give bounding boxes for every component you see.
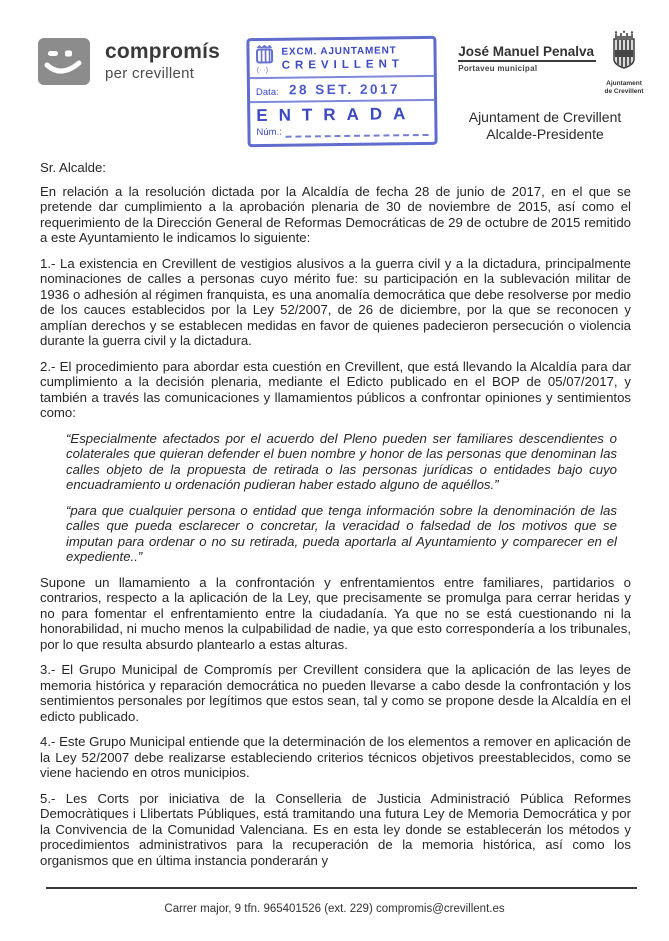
- point-2-paragraph: 2.- El procedimiento para abordar esta cuestión en Crevillent, que está llevando la Alcaldía para dar cumplimiento a la decisión plenaria, mediante el Edicto publicado en el BOP de 05/07/2017, y también a través las comunicaciones y llamamientos públicos a confrontar opiniones y sentimientos como:: [40, 358, 631, 420]
- stamp-org: [281, 45, 403, 71]
- stamp-header: [249, 39, 433, 77]
- addressee-block: [457, 109, 647, 144]
- addressee-line1: Ajuntament de Crevillent: [468, 108, 622, 125]
- compromis-logo: [38, 38, 220, 85]
- stamp-entrada-label: ENTRADA: [256, 104, 417, 126]
- logo-text: [105, 41, 220, 81]
- commentary-paragraph: Supone un llamamiento a la confrontación y enfrentamientos entre familiares, partidarios o contrarios, respecto a la aplicación de la Ley, que precisamente se promulga para cerrar heridas y no para fomentar el enfrentamiento entre la ciudadanía. Ya que no se está cuestionando ni la honorabilidad, ni mucho menos la culpabilidad de nadie, ya que esto correspondería a los tribunales, por lo que resulta absurdo plantearlo a estas alturas.: [40, 574, 631, 652]
- addressee-line2: Alcalde-Presidente: [486, 126, 604, 143]
- point-4-paragraph: 4.- Este Grupo Municipal entiende que la determinación de los elementos a remover en aplicación de la Ley 52/2007 debe realizarse estableciendo criterios técnicos objetivos preestablecidos, como se viene haciendo en otros municipios.: [40, 734, 631, 780]
- crest-caption-line1: Ajuntament: [606, 80, 642, 87]
- point-3-paragraph: 3.- El Grupo Municipal de Compromís per Crevillent considera que la aplicación de las leyes de memoria histórica y reparación democrática no pueden llevarse a cabo desde la confrontación y los sentimientos personales por legítimos que estos sean, tal y como se propone desde la Alcaldía en el edicto publicado.: [40, 662, 631, 724]
- stamp-number-label: Núm.:: [256, 126, 282, 139]
- stamp-number-row: [250, 124, 434, 144]
- quote-1: “Especialmente afectados por el acuerdo del Pleno pueden ser familiares descendientes o colaterales que quieran defender el buen nombre y honor de las personas que denominan las calles objeto de la propuesta de retirada o las personas jurídicas o entidades bajo cuyo encuadramiento u ordenación pudieran haber estado alguno de aquéllos.”: [66, 430, 617, 492]
- footer-contact: Carrer major, 9 tfn. 965401526 (ext. 229) compromis@crevillent.es: [164, 903, 505, 915]
- stamp-date-label: Data:: [255, 86, 279, 99]
- crest-caption: [601, 80, 647, 96]
- crest-caption-line2: de Crevillent: [604, 87, 644, 95]
- smiley-wink-icon: [38, 38, 90, 85]
- salutation: Sr. Alcalde:: [40, 160, 106, 175]
- point-5-paragraph: 5.- Les Corts por iniciativa de la Conselleria de Justicia Administració Pública Reformes Democràtiques i Llibertats Públiques, está tramitando una futura Ley de Memoria Democrática y por la Convivencia de la Comunidad Valenciana. Es en esta ley donde se establecerán los métodos y procedimientos administrativos para la recuperación de la memoria histórica, así como los organismos que en última instancia ponderarán y: [40, 790, 631, 868]
- intro-paragraph: En relación a la resolución dictada por la Alcaldía de fecha 28 de junio de 2017, en el que se pretende dar cumplimiento a la aprobación plenaria de 30 de noviembre de 2015, así como el requerimiento de la Dirección General de Reformas Democráticas de 29 de octubre de 2015 remitido a este Ayuntamiento le indicamos lo siguiente:: [40, 183, 631, 245]
- town-crest: [601, 30, 647, 96]
- signatory-block: [457, 30, 647, 96]
- signatory-text: [458, 30, 596, 73]
- logo-subtitle: per crevillent: [105, 64, 195, 82]
- signatory-role: Portaveu municipal: [458, 64, 538, 73]
- logo-title: compromís: [105, 40, 220, 64]
- stamp-date-row: [250, 77, 434, 101]
- point-1-paragraph: 1.- La existencia en Crevillent de vestigios alusivos a la guerra civil y a la dictadura, principalmente nominaciones de calles a personas cuyo mérito fue: su participación en la sublevación militar de 1936 o adhesión al régimen franquista, es una anomalía democrática que debe resolverse por medio de los cauces establecidos por la Ley 52/2007, de 26 de diciembre, por la que se reconocen y amplían derechos y se establecen medidas en favor de quienes padecieron persecución o violencia durante la guerra civil y la dictadura.: [40, 255, 631, 348]
- stamp-org-line1: EXCM. AJUNTAMENT: [281, 45, 397, 58]
- stamp-date-value: 28 SET. 2017: [288, 81, 400, 98]
- stamp-crest-icon: [252, 44, 276, 75]
- letter-body: [40, 160, 631, 878]
- svg-text:(· ·): (· ·): [256, 66, 269, 75]
- footer-rule: [46, 887, 637, 889]
- stamp-number-blank-line: [286, 125, 429, 138]
- header-right: [457, 30, 647, 144]
- town-crest-icon: [607, 30, 641, 74]
- stamp-org-line2: CREVILLENT: [281, 58, 404, 72]
- quote-2: “para que cualquier persona o entidad que tenga información sobre la denominación de las calles que pueda esclarecer o concretar, la veracidad o falsedad de los motivos que se imputan para ordenar o no su retirada, pueda aportarla al Ayuntamiento y comparecer en el expediente..”: [66, 502, 617, 564]
- entry-stamp: [246, 36, 437, 147]
- signatory-name: José Manuel Penalva: [458, 44, 596, 62]
